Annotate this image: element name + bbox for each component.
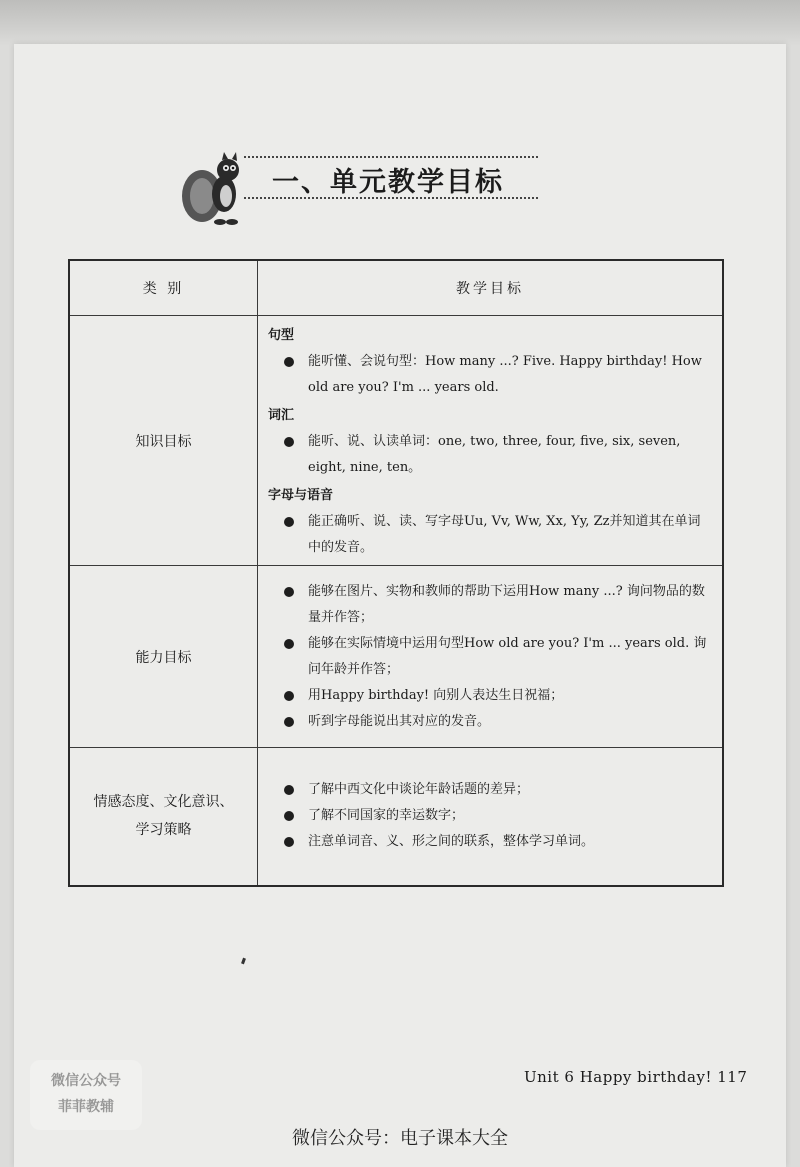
bullet-icon bbox=[284, 691, 294, 701]
bullet-icon bbox=[284, 717, 294, 727]
squirrel-icon bbox=[180, 150, 252, 230]
header-goals: 教学目标 bbox=[258, 260, 724, 316]
top-decoration-band bbox=[0, 0, 800, 46]
watermark-line: 微信公众号 bbox=[51, 1073, 121, 1089]
category-cell: 能力目标 bbox=[69, 566, 258, 748]
bullet-icon bbox=[284, 357, 294, 367]
item-text: 注意单词音、义、形之间的联系，整体学习单词。 bbox=[308, 834, 595, 850]
bullet-icon bbox=[284, 517, 294, 527]
heading-dotted-rule-bottom bbox=[244, 197, 538, 199]
bullet-icon bbox=[284, 587, 294, 597]
bottom-credit: 微信公众号：电子课本大全 bbox=[292, 1128, 508, 1149]
item-text: 能正确听、说、读、写字母Uu, Vv, Ww, Xx, Yy, Zz并知道其在单词中的发音。 bbox=[308, 513, 701, 555]
goals-cell bbox=[258, 566, 724, 748]
item-text: 了解不同国家的幸运数字； bbox=[308, 808, 465, 824]
table-row bbox=[69, 316, 723, 566]
list-item bbox=[268, 829, 712, 855]
table-row bbox=[69, 748, 723, 886]
bullet-icon bbox=[284, 639, 294, 649]
list-item bbox=[268, 631, 712, 683]
list-item bbox=[268, 777, 712, 803]
item-text: 用Happy birthday! 向别人表达生日祝福； bbox=[308, 687, 564, 703]
section-subhead: 句型 bbox=[268, 327, 295, 343]
section-subhead: 字母与语音 bbox=[268, 487, 334, 503]
item-text: 了解中西文化中谈论年龄话题的差异； bbox=[308, 782, 530, 798]
bullet-icon bbox=[284, 785, 294, 795]
teaching-goals-table bbox=[68, 259, 724, 887]
bullet-icon bbox=[284, 811, 294, 821]
list-item bbox=[268, 579, 712, 631]
category-cell: 知识目标 bbox=[69, 316, 258, 566]
list-item bbox=[268, 709, 712, 735]
header-category: 类 别 bbox=[69, 260, 258, 316]
list-item bbox=[268, 509, 712, 561]
list-item bbox=[268, 349, 712, 401]
list-item bbox=[268, 683, 712, 709]
item-text: 能听、说、认读单词：one, two, three, four, five, six, seven, eight, nine, ten。 bbox=[308, 433, 681, 475]
heading-dotted-rule-top bbox=[244, 156, 538, 158]
bullet-icon bbox=[284, 837, 294, 847]
page-footer: Unit 6 Happy birthday! 117 bbox=[524, 1068, 748, 1086]
goals-cell bbox=[258, 316, 724, 566]
item-text: 听到字母能说出其对应的发音。 bbox=[308, 713, 491, 729]
item-text: 能够在图片、实物和教师的帮助下运用How many ...? 询问物品的数量并作答； bbox=[308, 583, 705, 625]
list-item bbox=[268, 429, 712, 481]
page-title: 一、单元教学目标 bbox=[272, 167, 504, 198]
goals-cell bbox=[258, 748, 724, 886]
bullet-icon bbox=[284, 437, 294, 447]
item-text: 能够在实际情境中运用句型How old are you? I'm ... years old. 询问年龄并作答； bbox=[308, 635, 707, 677]
item-text: 能听懂、会说句型：How many ...? Five. Happy birthday! How old are you? I'm ... years old. bbox=[308, 353, 702, 395]
category-line: 学习策略 bbox=[135, 822, 192, 839]
section-heading bbox=[180, 150, 540, 230]
category-cell bbox=[69, 748, 258, 886]
list-item bbox=[268, 803, 712, 829]
table-row bbox=[69, 566, 723, 748]
section-subhead: 词汇 bbox=[268, 407, 295, 423]
watermark bbox=[30, 1060, 142, 1130]
table-header-row bbox=[69, 260, 723, 316]
category-line: 情感态度、文化意识、 bbox=[93, 794, 234, 811]
watermark-line: 菲菲教辅 bbox=[58, 1099, 114, 1115]
